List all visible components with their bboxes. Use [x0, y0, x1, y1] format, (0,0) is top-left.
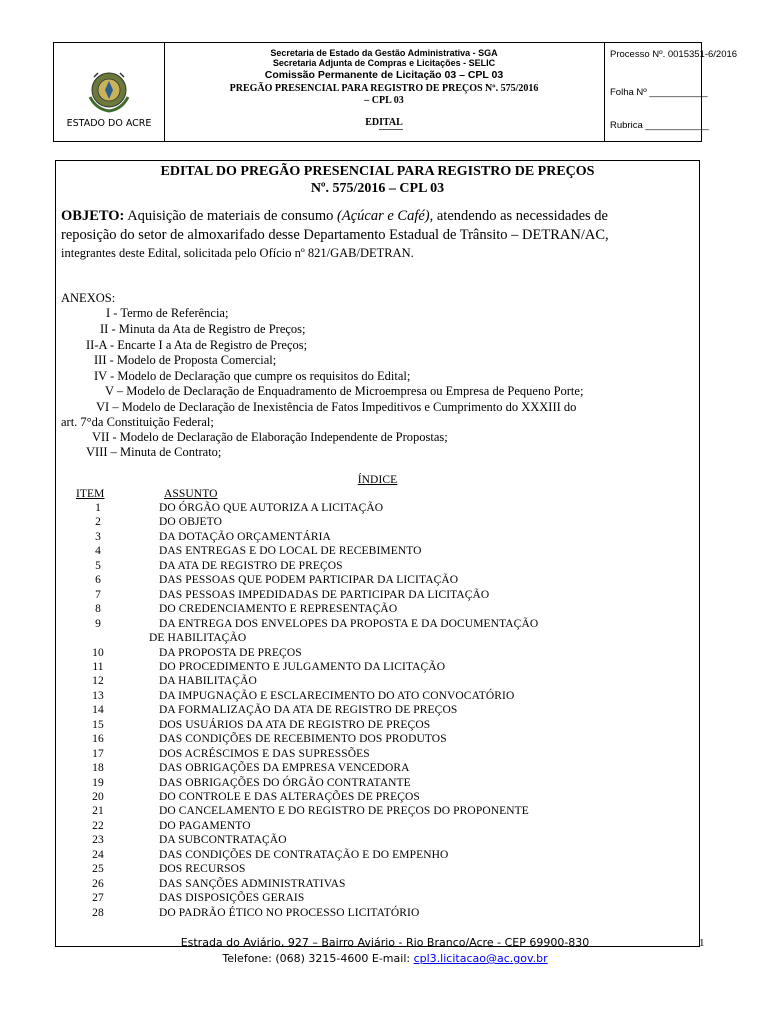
objeto-label: OBJETO: [61, 208, 125, 224]
indice-item-number: 7 [95, 588, 101, 601]
indice-item-number: 15 [92, 718, 104, 731]
indice-item-number: 6 [95, 574, 101, 587]
indice-item-subject: DAS SANÇÕES ADMINISTRATIVAS [159, 877, 346, 890]
indice-item-subject: DAS CONDIÇÕES DE CONTRATAÇÃO E DO EMPENHO [159, 848, 449, 861]
anexo-item: VII - Modelo de Declaração de Elaboração Independente de Propostas; [92, 430, 448, 444]
footer-phone: Telefone: (068) 3215-4600 E-mail: [222, 952, 414, 965]
rubrica-field: Rubrica ____________ [610, 120, 709, 131]
indice-item-subject: DO ÓRGÃO QUE AUTORIZA A LICITAÇÃO [159, 502, 384, 514]
anexo-item: II-A - Encarte I a Ata de Registro de Preços; [86, 338, 308, 352]
document-header [53, 42, 738, 142]
indice-item-number: 14 [92, 704, 104, 717]
indice-col-assunto: ASSUNTO [164, 488, 218, 500]
indice-item-subject: DO CONTROLE E DAS ALTERAÇÕES DE PREÇOS [159, 791, 420, 803]
anexo-item: III - Modelo de Proposta Comercial; [94, 353, 277, 367]
indice-item-subject: DA ENTREGA DOS ENVELOPES DA PROPOSTA E DA DOCUMENTAÇÃO [159, 617, 539, 630]
anexo-item: VIII – Minuta de Contrato; [86, 445, 222, 459]
indice-item-number: 10 [92, 646, 104, 659]
indice-item-subject: DO PADRÃO ÉTICO NO PROCESSO LICITATÓRIO [159, 906, 420, 919]
anexo-item: II - Minuta da Ata de Registro de Preços; [100, 322, 306, 336]
header-process-cell [604, 43, 738, 141]
indice-item-number: 5 [95, 559, 101, 572]
header-line-secretaria-adjunta: Secretaria Adjunta de Compras e Licitações - SELIC [272, 58, 496, 68]
document-body [55, 160, 700, 947]
footer-address: Estrada do Aviário, 927 – Bairro Aviário - Rio Branco/Acre - CEP 69900-830 [180, 936, 590, 949]
anexo-item: I - Termo de Referência; [106, 306, 229, 320]
footer-contact [0, 952, 770, 965]
indice-item-number: 19 [92, 776, 104, 789]
anexos-label: ANEXOS: [61, 291, 116, 305]
objeto-line-1 [61, 208, 608, 225]
indice-item-number: 12 [92, 675, 104, 688]
indice-item-subject: DO CREDENCIAMENTO E REPRESENTAÇÃO [159, 603, 398, 616]
anexo-item: art. 7°da Constituição Federal; [61, 415, 214, 429]
page-number: 1 [699, 937, 705, 949]
indice-item-subject: DO OBJETO [159, 516, 222, 529]
indice-item-number: 17 [92, 747, 104, 760]
indice-item-number: 28 [92, 906, 104, 919]
footer-email-link[interactable]: cpl3.licitacao@ac.gov.br [413, 952, 548, 965]
indice-item-subject: DE HABILITAÇÃO [149, 632, 247, 645]
header-line-edital: EDITAL [365, 117, 403, 128]
indice-item-number: 4 [95, 545, 101, 558]
header-line-secretaria: Secretaria de Estado da Gestão Administrativa - SGA [270, 48, 498, 58]
indice-item-subject: DAS PESSOAS IMPEDIDADAS DE PARTICIPAR DA LICITAÇÃO [159, 588, 490, 601]
indice-item-subject: DA FORMALIZAÇÃO DA ATA DE REGISTRO DE PREÇOS [159, 704, 458, 717]
indice-item-subject: DA ATA DE REGISTRO DE PREÇOS [159, 559, 343, 572]
objeto-line-3: integrantes deste Edital, solicitada pelo Ofício nº 821/GAB/DETRAN. [61, 246, 414, 260]
doc-subtitle: Nº. 575/2016 – CPL 03 [310, 181, 445, 196]
indice-item-subject: DOS RECURSOS [159, 863, 246, 876]
indice-item-number: 25 [92, 863, 104, 876]
header-title-cell [164, 43, 605, 141]
processo-number: Processo Nº. 0015351-6/2016 [610, 49, 738, 60]
indice-item-subject: DO PROCEDIMENTO E JULGAMENTO DA LICITAÇÃO [159, 660, 446, 673]
indice-item-number: 13 [92, 689, 104, 702]
folha-field: Folha Nº ___________ [610, 87, 708, 98]
indice-item-subject: DOS USUÁRIOS DA ATA DE REGISTRO DE PREÇOS [159, 718, 431, 731]
header-line-pregao: PREGÃO PRESENCIAL PARA REGISTRO DE PREÇOS Nº. 575/2016 [229, 83, 539, 94]
header-divider [379, 129, 403, 130]
doc-title: EDITAL DO PREGÃO PRESENCIAL PARA REGISTRO DE PREÇOS [160, 164, 595, 179]
indice-item-number: 1 [95, 502, 101, 514]
indice-col-item: ITEM [76, 488, 105, 500]
indice-item-subject: DA DOTAÇÃO ORÇAMENTÁRIA [159, 530, 331, 543]
indice-item-subject: DAS CONDIÇÕES DE RECEBIMENTO DOS PRODUTOS [159, 733, 447, 746]
indice-item-number: 8 [95, 603, 101, 616]
indice-title: ÍNDICE [357, 474, 398, 486]
indice-item-number: 11 [92, 660, 104, 673]
indice-item-subject: DO PAGAMENTO [159, 819, 251, 832]
indice-item-subject: DO CANCELAMENTO E DO REGISTRO DE PREÇOS DO PROPONENTE [159, 805, 529, 818]
indice-item-number: 2 [95, 516, 101, 529]
indice-item-number: 23 [92, 834, 104, 847]
indice-item-subject: DOS ACRÉSCIMOS E DAS SUPRESSÕES [159, 747, 370, 760]
indice-item-subject: DA PROPOSTA DE PREÇOS [159, 646, 302, 659]
indice-item-subject: DA HABILITAÇÃO [159, 675, 257, 688]
anexo-item: IV - Modelo de Declaração que cumpre os requisitos do Edital; [94, 369, 411, 383]
indice-item-number: 26 [92, 877, 104, 890]
indice-item-subject: DAS OBRIGAÇÕES DA EMPRESA VENCEDORA [159, 762, 410, 775]
indice-item-subject: DA IMPUGNAÇÃO E ESCLARECIMENTO DO ATO CONVOCATÓRIO [159, 689, 515, 702]
indice-item-number: 18 [92, 762, 104, 775]
indice-item-number: 9 [95, 617, 101, 630]
indice-item-number: 27 [92, 892, 104, 905]
logo-caption: ESTADO DO ACRE [66, 118, 152, 129]
indice-item-subject: DAS PESSOAS QUE PODEM PARTICIPAR DA LICITAÇÃO [159, 574, 459, 587]
anexo-item: VI – Modelo de Declaração de Inexistência de Fatos Impeditivos e Cumprimento do XXXIII do [96, 400, 577, 414]
indice-item-number: 16 [92, 733, 104, 746]
header-logo-cell [54, 43, 165, 141]
indice-item-number: 21 [92, 805, 104, 818]
objeto-text-a: Aquisição de materiais de consumo [124, 208, 338, 224]
indice-item-number: 24 [92, 848, 104, 861]
indice-item-number: 3 [95, 530, 101, 543]
acre-coat-of-arms-icon [86, 69, 132, 113]
indice-item-subject: DA SUBCONTRATAÇÃO [159, 834, 287, 847]
objeto-text-c: atendendo as necessidades de [433, 208, 608, 224]
anexo-item: V – Modelo de Declaração de Enquadramento de Microempresa ou Empresa de Pequeno Porte; [105, 384, 584, 398]
objeto-text-italic: (Açúcar e Café), [337, 208, 434, 224]
indice-item-number: 20 [92, 791, 104, 803]
header-line-comissao: Comissão Permanente de Licitação 03 – CPL 03 [264, 69, 504, 81]
header-line-cpl: – CPL 03 [364, 95, 404, 106]
objeto-line-2: reposição do setor de almoxarifado desse Departamento Estadual de Trânsito – DETRAN/AC, [61, 227, 609, 243]
indice-item-subject: DAS DISPOSIÇÕES GERAIS [159, 892, 305, 905]
indice-item-number: 22 [92, 819, 104, 832]
indice-item-subject: DAS OBRIGAÇÕES DO ÓRGÃO CONTRATANTE [159, 776, 411, 789]
indice-item-subject: DAS ENTREGAS E DO LOCAL DE RECEBIMENTO [159, 545, 422, 558]
